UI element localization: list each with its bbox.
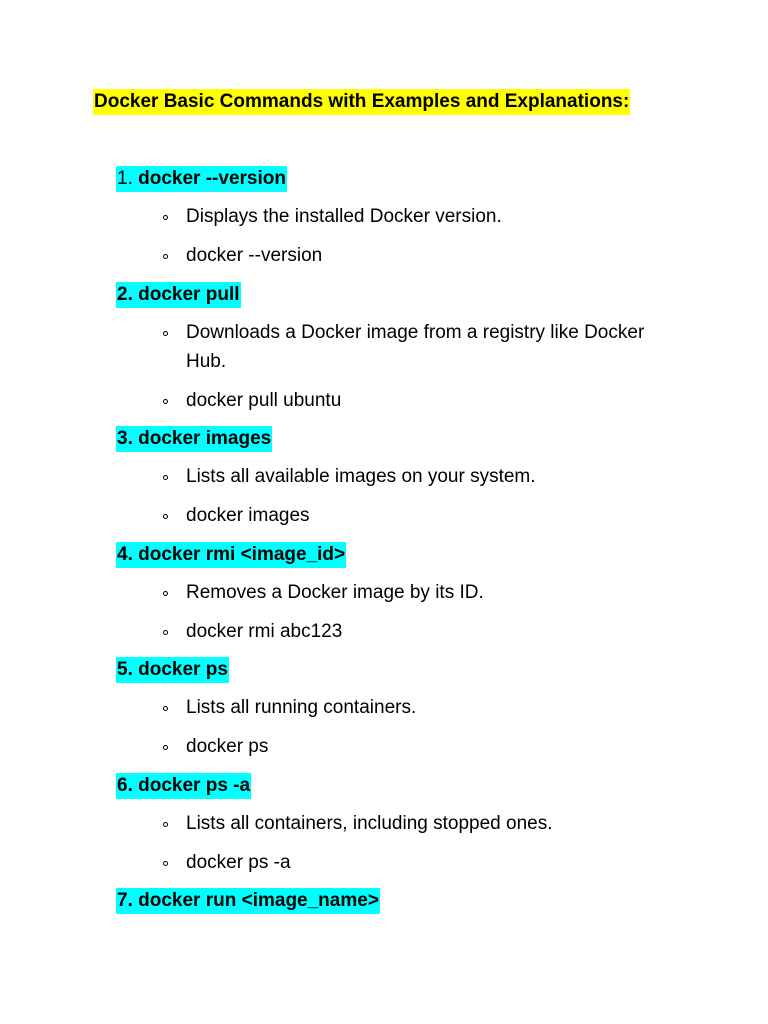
bullet-item [116,462,656,491]
bullet-item [116,501,656,530]
bullet-list [116,462,676,530]
section-heading [116,166,287,192]
bullet-list [116,809,676,877]
bullet-text: Removes a Docker image by its ID. [186,582,484,603]
section-command: docker run <image_name> [138,890,379,911]
bullet-text: Downloads a Docker image from a registry like Docker Hub. [186,322,645,372]
bullet-item [116,386,656,415]
bullet-text: docker pull ubuntu [186,390,342,411]
hollow-circle-bullet-icon [163,706,168,711]
section-number: 2. [117,284,133,305]
section-docker-ps [116,657,676,761]
hollow-circle-bullet-icon [163,745,168,750]
section-number: 1. [117,168,133,189]
section-command: docker ps -a [138,775,251,796]
section-command: docker ps [138,659,228,680]
bullet-item [116,578,656,607]
section-command: docker pull [138,284,240,305]
bullet-text: docker ps -a [186,852,291,873]
bullet-item [116,318,656,376]
section-number: 3. [117,428,133,449]
section-heading [116,888,380,914]
bullet-item [116,809,656,838]
section-docker-pull [116,282,676,415]
bullet-text: Lists all running containers. [186,697,417,718]
bullet-text: docker ps [186,736,269,757]
section-docker-run [116,888,676,914]
section-docker-rmi [116,542,676,646]
hollow-circle-bullet-icon [163,861,168,866]
bullet-text: Displays the installed Docker version. [186,206,502,227]
section-docker-version [116,166,676,270]
section-docker-ps-a [116,773,676,877]
bullet-item [116,617,656,646]
section-number: 7. [117,890,133,911]
bullet-text: docker images [186,505,310,526]
bullet-item [116,848,656,877]
bullet-list [116,578,676,646]
section-heading [116,657,229,683]
hollow-circle-bullet-icon [163,215,168,220]
bullet-list [116,693,676,761]
bullet-text: docker --version [186,245,323,266]
hollow-circle-bullet-icon [163,254,168,259]
bullet-text: Lists all containers, including stopped ones. [186,813,553,834]
section-command: docker --version [138,168,286,189]
section-command: docker images [138,428,272,449]
bullet-item [116,241,656,270]
section-heading [116,542,346,568]
section-docker-images [116,426,676,530]
hollow-circle-bullet-icon [163,822,168,827]
section-number: 5. [117,659,133,680]
hollow-circle-bullet-icon [163,591,168,596]
bullet-text: Lists all available images on your system. [186,466,536,487]
hollow-circle-bullet-icon [163,399,168,404]
bullet-text: docker rmi abc123 [186,621,343,642]
section-command: docker rmi <image_id> [138,544,346,565]
section-number: 4. [117,544,133,565]
bullet-item [116,693,656,722]
hollow-circle-bullet-icon [163,630,168,635]
document-title: Docker Basic Commands with Examples and Explanations: [93,89,630,115]
hollow-circle-bullet-icon [163,475,168,480]
bullet-list [116,202,676,270]
hollow-circle-bullet-icon [163,514,168,519]
section-number: 6. [117,775,133,796]
hollow-circle-bullet-icon [163,331,168,336]
bullet-item [116,732,656,761]
section-heading [116,773,251,799]
section-heading [116,426,272,452]
bullet-list [116,318,676,415]
bullet-item [116,202,656,231]
section-heading [116,282,241,308]
